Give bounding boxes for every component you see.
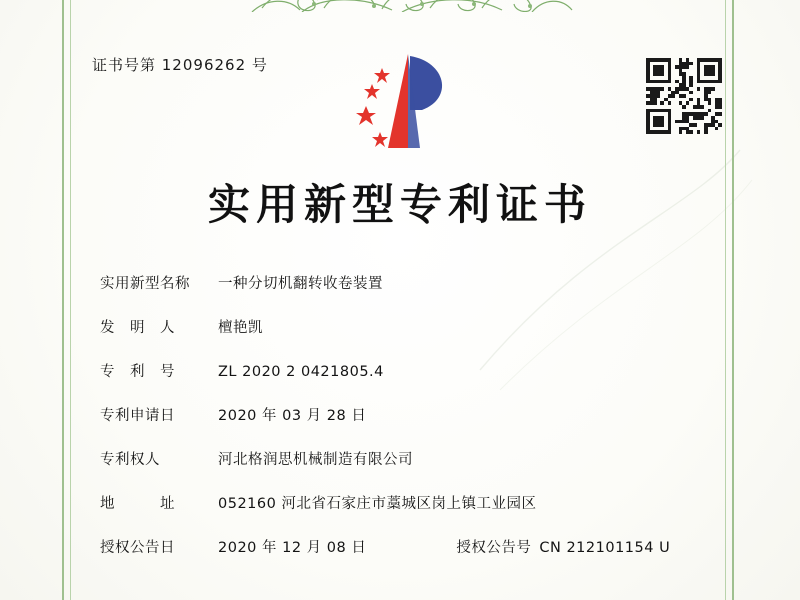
field-label-grant-date: 授权公告日 [100, 540, 175, 556]
field-label-address: 地 址 [100, 496, 175, 512]
field-value-address: 052160 河北省石家庄市藁城区岗上镇工业园区 [218, 496, 537, 512]
field-value-name: 一种分切机翻转收卷装置 [218, 276, 383, 292]
patent-office-logo-icon [350, 48, 470, 158]
field-row-address [100, 492, 700, 513]
page-title: 实用新型专利证书 [207, 180, 592, 229]
qr-code-icon [646, 58, 722, 134]
field-value-application-date: 2020 年 03 月 28 日 [218, 408, 367, 424]
field-value-patent-number: ZL 2020 2 0421805.4 [218, 364, 384, 380]
field-row-name [100, 272, 700, 293]
field-value-patentee: 河北格润思机械制造有限公司 [218, 452, 413, 468]
field-label-announcement-no: 授权公告号 [456, 540, 532, 556]
field-row-grant-info [100, 536, 700, 557]
field-label-inventor: 发 明 人 [100, 320, 175, 336]
field-value-grant-date: 2020 年 12 月 08 日 [218, 540, 367, 556]
field-row-patent-number [100, 360, 700, 381]
field-row-application-date [100, 404, 700, 425]
grant-announcement-group [456, 536, 670, 557]
certificate-number: 证书号第 12096262 号 [92, 56, 268, 74]
field-label-patent-number: 专 利 号 [100, 364, 175, 380]
field-row-patentee [100, 448, 700, 469]
field-value-inventor: 檀艳凯 [218, 320, 263, 336]
field-row-inventor [100, 316, 700, 337]
field-value-announcement-no: CN 212101154 U [539, 540, 671, 556]
field-label-name: 实用新型名称 [100, 276, 190, 292]
certificate-fields [100, 272, 700, 580]
field-label-application-date: 专利申请日 [100, 408, 175, 424]
ornament-top-band [62, 0, 734, 12]
field-label-patentee: 专利权人 [100, 452, 160, 468]
